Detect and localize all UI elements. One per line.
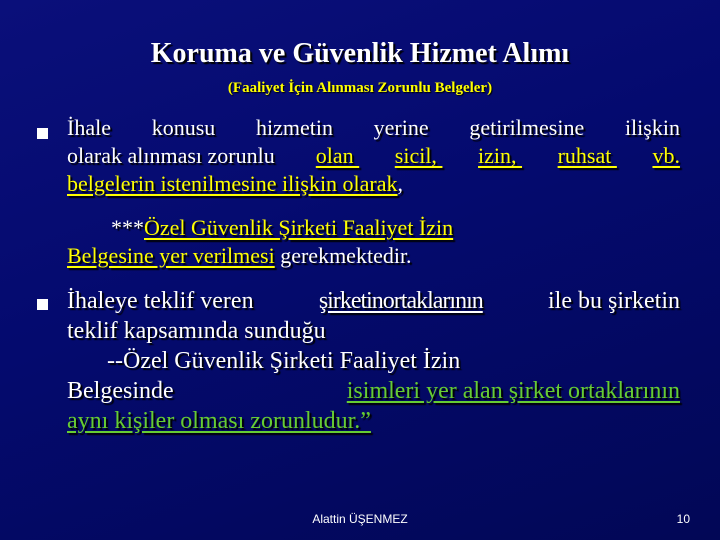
comma: , <box>397 171 404 196</box>
highlighted-word: sicil, <box>394 143 443 168</box>
highlighted-word: ruhsat <box>557 143 617 168</box>
plain-text: ile bu şirketin <box>542 288 680 314</box>
note-text <box>67 214 607 270</box>
footer-author: Alattin ÜŞENMEZ <box>312 512 408 526</box>
underlined-word: şirketinortaklarının <box>318 288 483 314</box>
bullet-2-line-3: --Özel Güvenlik Şirketi Faaliyet İzin <box>107 348 461 374</box>
word: yerine <box>373 115 429 140</box>
word: İhale <box>67 115 111 140</box>
word: hizmetin <box>255 115 333 140</box>
highlighted-phrase: belgelerin istenilmesine ilişkin olarak <box>67 171 398 196</box>
bullet-square-icon <box>37 128 48 139</box>
word: getirilmesine <box>469 115 585 140</box>
bullet-2-line-1 <box>67 286 680 316</box>
note-line-2 <box>67 242 607 270</box>
highlighted-word: olan <box>315 143 360 168</box>
word: ilişkin <box>624 115 680 140</box>
highlighted-word: izin, <box>478 143 523 168</box>
plain-text: Belgesinde <box>67 378 180 404</box>
bullet-2-line-4 <box>67 376 680 406</box>
bullet-2-line-2: teklif kapsamında sunduğu <box>67 318 326 344</box>
highlighted-phrase: Özel Güvenlik Şirketi Faaliyet İzin <box>144 215 454 240</box>
plain-text: İhaleye teklif veren <box>67 288 260 314</box>
bullet-2-text <box>67 286 680 436</box>
page-number: 10 <box>676 512 690 526</box>
slide-subtitle: (Faaliyet İçin Alınması Zorunlu Belgeler) <box>227 80 493 96</box>
highlighted-phrase: Belgesine yer verilmesi <box>67 243 275 268</box>
green-phrase: isimleri yer alan şirket ortaklarının <box>346 378 680 404</box>
slide-title: Koruma ve Güvenlik Hizmet Alımı <box>150 38 570 69</box>
green-phrase: aynı kişiler olması zorunludur.” <box>67 408 371 434</box>
bullet-1-text <box>67 114 680 198</box>
plain-text: olarak alınması zorunlu <box>67 143 281 168</box>
note-line-1 <box>67 214 607 242</box>
bullet-2-line-5 <box>67 406 680 436</box>
bullet-square-icon <box>37 299 48 310</box>
bullet-1-line-3 <box>67 170 680 198</box>
plain-text: gerekmektedir. <box>274 243 412 268</box>
word: konusu <box>151 115 216 140</box>
highlighted-word: vb. <box>652 143 680 168</box>
bullet-1-line-1 <box>67 114 680 142</box>
bullet-1-line-2 <box>67 142 680 170</box>
note-prefix: *** <box>111 215 144 240</box>
